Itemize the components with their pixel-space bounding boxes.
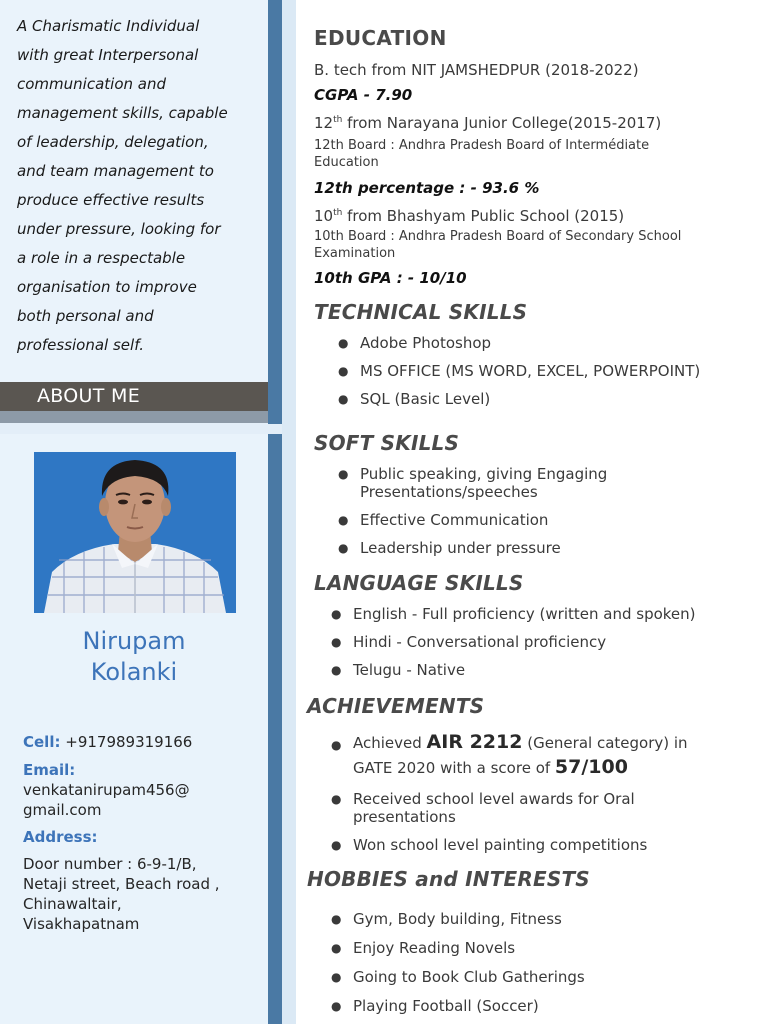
about-line: both personal and (17, 307, 154, 325)
list-item (338, 390, 700, 408)
inter-sup: th (333, 115, 343, 125)
school-board-line: 10th Board : Andhra Pradesh Board of Secondary School (314, 229, 682, 244)
hobbies-heading: HOBBIES and INTERESTS (307, 867, 590, 891)
technical-list (338, 334, 701, 408)
bullet-icon: ● (338, 392, 349, 406)
list-item (338, 539, 607, 557)
school-line (314, 207, 624, 225)
inter-post: from Narayana Junior College(2015-2017) (342, 114, 662, 132)
list-item-text: Hindi - Conversational proficiency (353, 633, 607, 651)
list-item-text: GATE 2020 with a score of (353, 759, 555, 777)
about-line: professional self. (17, 336, 144, 354)
btech-line: B. tech from NIT JAMSHEDPUR (2018-2022) (314, 61, 639, 79)
bullet-icon: ● (331, 838, 342, 852)
list-item-text: Enjoy Reading Novels (353, 939, 516, 957)
list-item (331, 790, 688, 826)
last-name: Kolanki (90, 658, 178, 686)
first-name: Nirupam (82, 627, 186, 655)
list-item-text: Adobe Photoshop (360, 334, 492, 352)
address-line: Door number : 6-9-1/B, (23, 855, 197, 873)
school-board-line: Examination (314, 246, 396, 261)
bullet-icon: ● (331, 663, 342, 677)
about-line: A Charismatic Individual (17, 17, 200, 35)
bullet-icon: ● (331, 792, 342, 806)
email-value-line1[interactable]: venkatanirupam456@ (23, 781, 190, 799)
gutter (282, 0, 296, 1024)
contact-email (23, 760, 263, 820)
list-item (338, 465, 608, 501)
inter-line (314, 114, 661, 132)
profile-photo (34, 452, 236, 613)
soft-skills-list (338, 465, 608, 557)
bullet-icon: ● (331, 970, 342, 984)
list-item-text: Won school level painting competitions (353, 836, 648, 854)
about-line: under pressure, looking for (17, 220, 221, 238)
list-item-text: Gym, Body building, Fitness (353, 910, 562, 928)
address-label: Address: (23, 828, 98, 846)
school-board (314, 228, 754, 262)
bullet-icon: ● (338, 467, 349, 481)
technical-heading: TECHNICAL SKILLS (314, 300, 528, 324)
cell-value: +917989319166 (65, 733, 193, 751)
list-item-text: Leadership under pressure (360, 539, 561, 557)
list-item (331, 633, 696, 651)
list-item-text: presentations (353, 808, 456, 826)
list-item (331, 997, 585, 1015)
contact-address (23, 827, 263, 934)
bullet-icon: ● (338, 513, 349, 527)
bullet-icon: ● (331, 738, 342, 752)
achievements-heading: ACHIEVEMENTS (307, 694, 485, 718)
profile-name (0, 626, 268, 688)
school-pre: 10 (314, 207, 334, 225)
about-panel (0, 0, 268, 382)
about-line: with great Interpersonal (17, 46, 199, 64)
list-item-text: Presentations/speeches (360, 483, 538, 501)
list-item-text: Achieved (353, 734, 427, 752)
school-sup: th (333, 208, 343, 218)
list-item-text: Going to Book Club Gatherings (353, 968, 585, 986)
contact-cell (23, 732, 263, 752)
list-item-text: Public speaking, giving Engaging (360, 465, 608, 483)
list-item (331, 939, 585, 957)
list-item-text: SQL (Basic Level) (360, 390, 491, 408)
about-line: of leadership, delegation, (17, 133, 209, 151)
vertical-stripe (268, 0, 282, 424)
inter-board-line: 12th Board : Andhra Pradesh Board of Intermédiate (314, 138, 650, 153)
about-line: management skills, capable (17, 104, 228, 122)
list-item (338, 362, 701, 380)
about-line: communication and (17, 75, 166, 93)
inter-pre: 12 (314, 114, 334, 132)
hobbies-list (331, 910, 585, 1015)
language-heading: LANGUAGE SKILLS (314, 571, 524, 595)
email-label: Email: (23, 761, 76, 779)
bullet-icon: ● (331, 607, 342, 621)
inter-board-line: Education (314, 155, 379, 170)
address-line: Visakhapatnam (23, 915, 140, 933)
about-me-title: ABOUT ME (37, 385, 141, 407)
list-item (331, 661, 696, 679)
list-item (331, 910, 585, 928)
gate-score: 57/100 (554, 756, 628, 778)
divider-band-light (0, 423, 282, 434)
language-list (331, 605, 696, 679)
achievements-list (331, 730, 688, 854)
bullet-icon: ● (338, 541, 349, 555)
air-rank: AIR 2212 (426, 731, 523, 753)
bullet-icon: ● (338, 364, 349, 378)
about-summary (17, 12, 262, 360)
bullet-icon: ● (331, 912, 342, 926)
about-line: organisation to improve (17, 278, 197, 296)
email-value-line2[interactable]: gmail.com (23, 801, 102, 819)
inter-board (314, 137, 754, 171)
address-line: Netaji street, Beach road , (23, 875, 220, 893)
vertical-stripe (268, 434, 282, 1024)
list-item (338, 334, 700, 352)
list-item-text: Playing Football (Soccer) (353, 997, 539, 1015)
about-line: a role in a respectable (17, 249, 186, 267)
list-item (338, 511, 607, 529)
bullet-icon: ● (331, 999, 342, 1013)
list-item (331, 730, 688, 780)
bullet-icon: ● (331, 635, 342, 649)
cgpa-line: CGPA - 7.90 (314, 86, 413, 104)
list-item-text: Telugu - Native (353, 661, 466, 679)
address-line: Chinawaltair, (23, 895, 122, 913)
bullet-icon: ● (338, 336, 349, 350)
list-item (331, 836, 688, 854)
list-item-text: Received school level awards for Oral (353, 790, 635, 808)
bullet-icon: ● (331, 941, 342, 955)
portrait-image (34, 452, 236, 613)
about-me-bar (0, 382, 268, 411)
inter-percentage: 12th percentage : - 93.6 % (314, 179, 540, 197)
list-item-text: Effective Communication (360, 511, 549, 529)
list-item-text: (General category) in (522, 734, 688, 752)
soft-skills-heading: SOFT SKILLS (314, 431, 460, 455)
about-line: produce effective results (17, 191, 205, 209)
cell-label: Cell: (23, 733, 61, 751)
list-item-text: English - Full proficiency (written and spoken) (353, 605, 696, 623)
list-item-text: MS OFFICE (MS WORD, EXCEL, POWERPOINT) (360, 362, 701, 380)
list-item (331, 968, 585, 986)
school-post: from Bhashyam Public School (2015) (342, 207, 625, 225)
school-gpa: 10th GPA : - 10/10 (314, 269, 467, 287)
divider-band (0, 411, 282, 423)
list-item (331, 605, 696, 623)
education-heading: EDUCATION (314, 26, 447, 50)
about-line: and team management to (17, 162, 214, 180)
